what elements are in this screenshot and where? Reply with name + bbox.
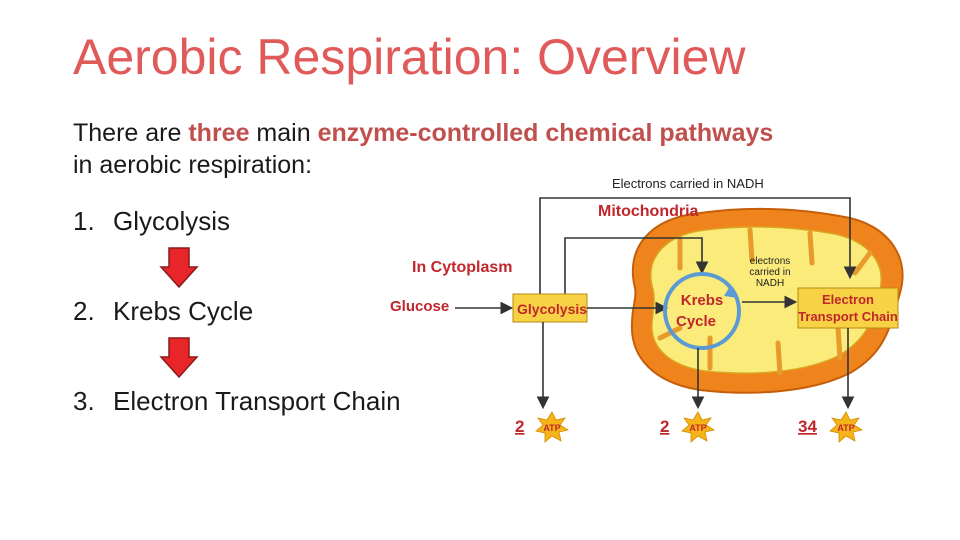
intro-emphasis-three: three: [188, 119, 250, 147]
mitochondria-label: Mitochondria: [598, 203, 699, 220]
krebs-label-line2: Cycle: [675, 313, 717, 330]
krebs-label-line1: Krebs: [680, 292, 724, 309]
intro-emphasis-pathways: enzyme-controlled chemical pathways: [317, 119, 774, 147]
atp-count-etc: 34: [798, 417, 817, 436]
step-label: Glycolysis: [113, 206, 231, 236]
etc-label-line1: Electron: [821, 292, 875, 307]
intro-suffix: in aerobic respiration:: [73, 151, 313, 179]
atp-label: ATP: [837, 423, 855, 433]
down-arrow-icon: [159, 247, 199, 289]
nadh-top-label: Electrons carried in NADH: [612, 176, 764, 191]
nadh-inner-line2: carried in: [749, 267, 791, 278]
glucose-label: Glucose: [390, 298, 450, 315]
atp-count-krebs: 2: [660, 417, 670, 436]
step-krebs-cycle: [73, 296, 253, 327]
intro-prefix: There are: [73, 119, 189, 147]
slide-title: Aerobic Respiration: Overview: [73, 29, 746, 85]
glycolysis-box-label: Glycolysis: [517, 301, 588, 317]
step-number: 3.: [73, 386, 95, 416]
step-electron-transport-chain: [73, 386, 401, 417]
etc-label-line2: Transport Chain: [798, 309, 898, 324]
respiration-diagram: [380, 168, 920, 458]
atp-label: ATP: [689, 423, 707, 433]
atp-label: ATP: [543, 423, 561, 433]
cytoplasm-label: In Cytoplasm: [412, 259, 513, 276]
step-number: 2.: [73, 296, 95, 326]
step-label: Electron Transport Chain: [113, 386, 401, 416]
step-number: 1.: [73, 206, 95, 236]
down-arrow-icon: [159, 337, 199, 379]
step-glycolysis: [73, 206, 230, 237]
nadh-inner-line1: electrons: [749, 256, 791, 267]
nadh-inner-line3: NADH: [755, 278, 785, 289]
atp-count-glycolysis: 2: [515, 417, 525, 436]
intro-mid: main: [249, 119, 318, 147]
step-label: Krebs Cycle: [113, 296, 254, 326]
